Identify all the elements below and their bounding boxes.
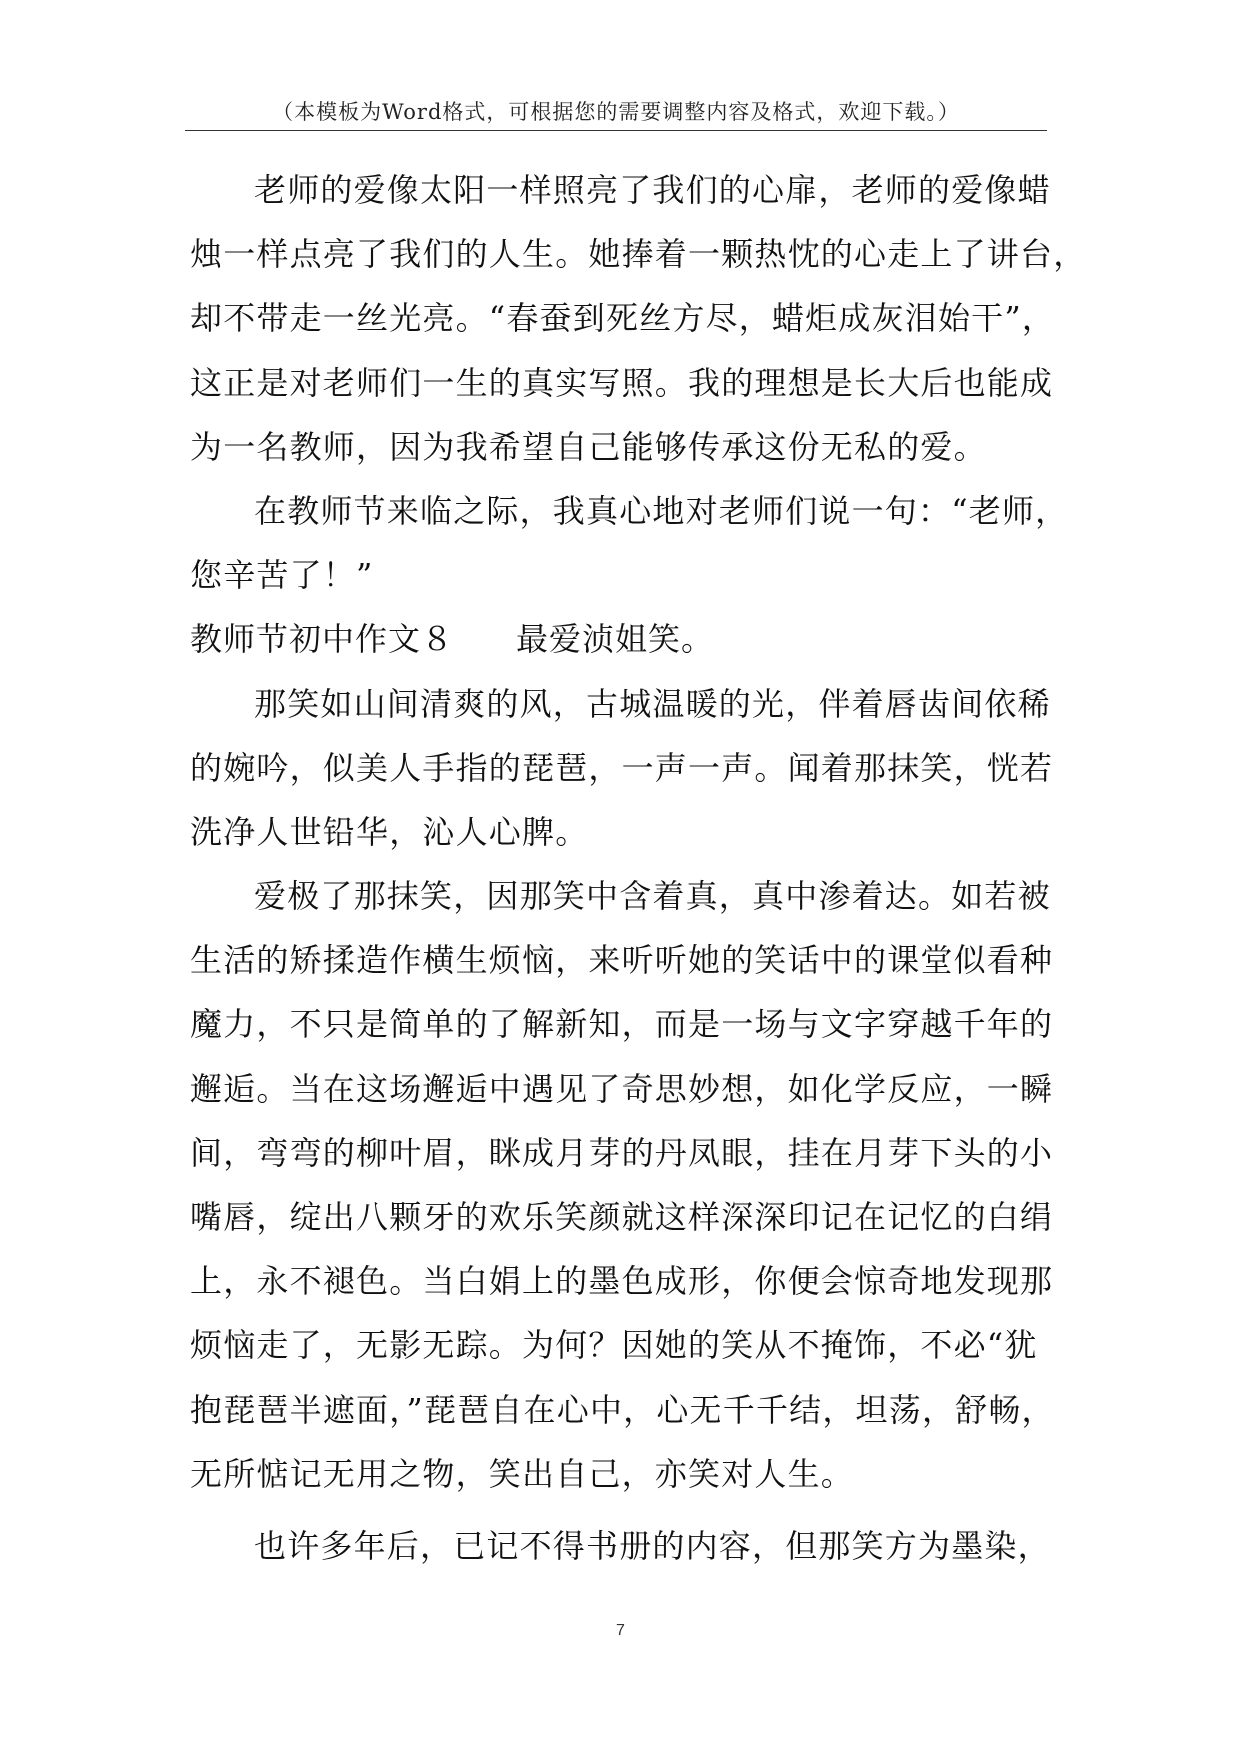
header-divider (185, 130, 1047, 131)
text-line: 爱极了那抹笑，因那笑中含着真，真中渗着达。如若被 (254, 877, 1051, 916)
text-line: 这正是对老师们一生的真实写照。我的理想是长大后也能成 (190, 363, 1054, 402)
paragraph-smile-intro (190, 672, 1054, 865)
text-line: 的婉吟，似美人手指的琵琶，一声一声。闻着那抹笑，恍若 (190, 748, 1054, 787)
text-line: 那笑如山间清爽的风，古城温暖的光，伴着唇齿间依稀 (254, 684, 1051, 723)
paragraph-teachers-day (190, 479, 1069, 607)
text-line: 却不带走一丝光亮。“春蚕到死丝方尽，蜡炬成灰泪始干”， (190, 299, 1056, 338)
paragraph-teacher-love (190, 158, 1087, 479)
text-line: 邂逅。当在这场邂逅中遇见了奇思妙想，如化学反应，一瞬 (190, 1069, 1054, 1108)
text-line: 间，弯弯的柳叶眉，眯成月芽的丹凤眼，挂在月芽下头的小 (190, 1133, 1054, 1172)
essay-heading (190, 607, 1050, 671)
text-line: 也许多年后，已记不得书册的内容，但那笑方为墨染， (254, 1526, 1051, 1565)
text-line: 洗净人世铅华，沁人心脾。 (190, 812, 589, 851)
paragraph-years-later (190, 1514, 1050, 1578)
template-notice: （本模板为Word格式，可根据您的需要调整内容及格式，欢迎下载。） (272, 100, 960, 124)
text-line: 老师的爱像太阳一样照亮了我们的心扉，老师的爱像蜡 (254, 171, 1051, 209)
text-line: 抱琵琶半遮面，”琵琶自在心中，心无千千结，坦荡，舒畅， (190, 1390, 1055, 1429)
text-line: 烛一样点亮了我们的人生。她捧着一颗热忱的心走上了讲台， (190, 235, 1087, 274)
text-line: 嘴唇，绽出八颗牙的欢乐笑颜就这样深深印记在记忆的白绢 (190, 1198, 1054, 1236)
text-line: 上，永不褪色。当白娟上的墨色成形，你便会惊奇地发现那 (190, 1262, 1054, 1301)
paragraph-smile-detail (190, 864, 1055, 1506)
text-line: 在教师节来临之际，我真心地对老师们说一句：“老师， (254, 491, 1069, 530)
essay-title: 最爱浈姐笑。 (516, 620, 715, 659)
essay-label: 教师节初中作文８ (190, 620, 455, 659)
text-line: 烦恼走了，无影无踪。为何？因她的笑从不掩饰，不必“犹 (190, 1326, 1038, 1365)
text-line: 为一名教师，因为我希望自己能够传承这份无私的爱。 (190, 427, 987, 466)
text-line: 生活的矫揉造作横生烦恼，来听听她的笑话中的课堂似看种 (190, 941, 1054, 980)
text-line: 魔力，不只是简单的了解新知，而是一场与文字穿越千年的 (190, 1005, 1054, 1044)
text-line: 无所惦记无用之物，笑出自己，亦笑对人生。 (190, 1454, 855, 1493)
page-number: 7 (616, 1622, 625, 1639)
document-body (190, 158, 1087, 1578)
text-line: 您辛苦了！” (190, 556, 374, 595)
